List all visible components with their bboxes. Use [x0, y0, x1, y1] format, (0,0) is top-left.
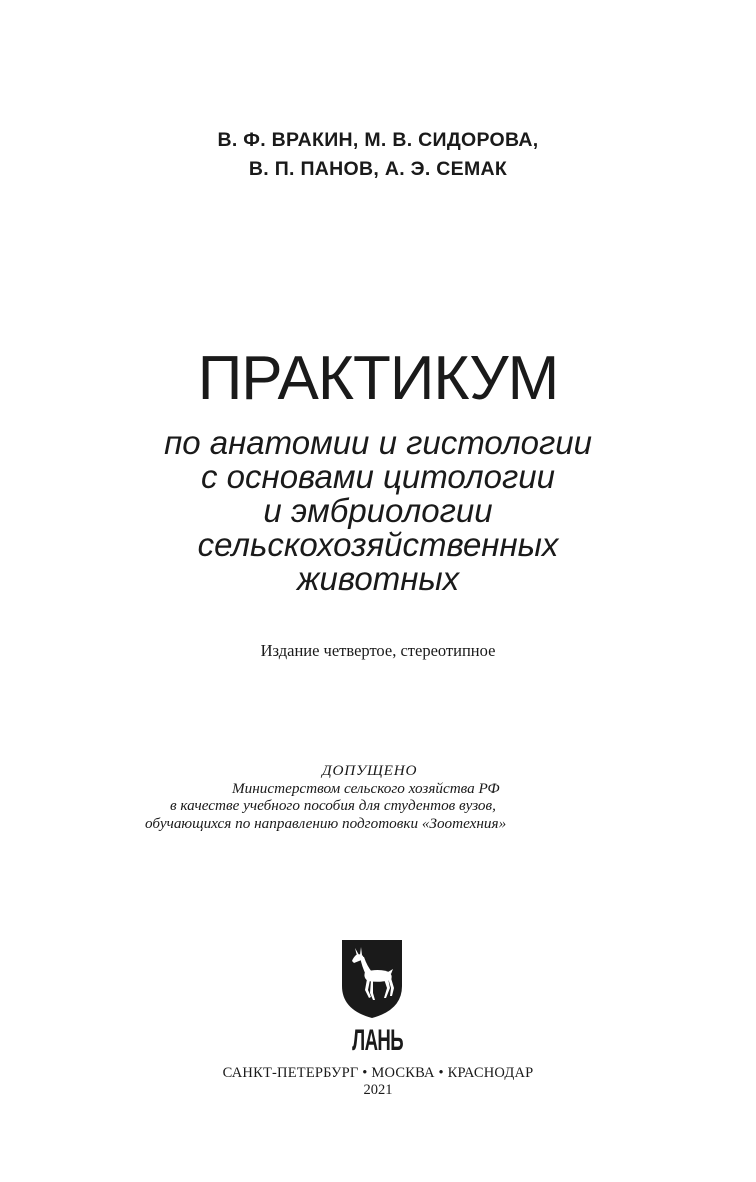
subtitle-line-5: животных — [296, 560, 460, 597]
publication-year: 2021 — [363, 1082, 393, 1098]
subtitle-line-3: и эмбриологии — [263, 492, 493, 529]
subtitle-line-1: по анатомии и гистологии — [164, 424, 592, 461]
subtitle-line-4: сельскохозяйственных — [197, 526, 559, 563]
authors-line-2: В. П. ПАНОВ, А. Э. СЕМАК — [248, 158, 508, 180]
doe-icon — [340, 938, 404, 1020]
approval-line-2: Министерством сельского хозяйства РФ — [232, 779, 500, 797]
publisher-logo — [340, 938, 404, 1063]
authors — [0, 126, 756, 184]
book-title: ПРАКТИКУМ — [197, 344, 559, 413]
approval-line-3: в качестве учебного пособия для студентов вузов, — [170, 797, 496, 814]
approval-line-4: обучающихся по направлению подготовки «Зоотехния» — [145, 814, 507, 832]
approval-line-1: ДОПУЩЕНО — [322, 762, 418, 779]
edition-note: Издание четвертое, стереотипное — [260, 641, 496, 660]
publisher-logo-text: ЛАНЬ — [352, 1024, 403, 1057]
book-subtitle — [0, 426, 756, 596]
subtitle-line-2: с основами цитологии — [201, 458, 555, 495]
authors-line-1: В. Ф. ВРАКИН, М. В. СИДОРОВА, — [217, 129, 539, 151]
publisher-cities: САНКТ-ПЕТЕРБУРГ • МОСКВА • КРАСНОДАР — [222, 1065, 534, 1081]
